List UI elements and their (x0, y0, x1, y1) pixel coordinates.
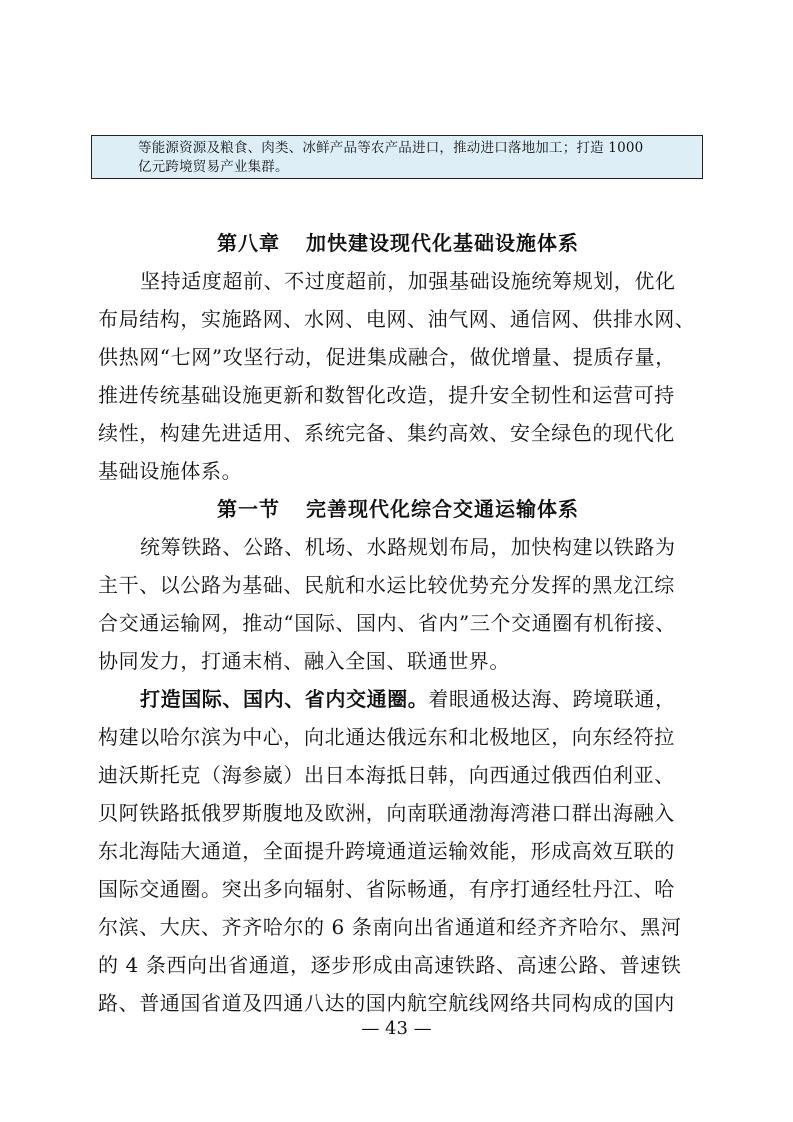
section-heading (98, 490, 698, 528)
section-number: 第一节 (217, 497, 280, 521)
paragraph-bold-lead: 打造国际、国内、省内交通圈。 (140, 687, 429, 711)
paragraph-line: 尔滨、大庆、齐齐哈尔的 6 条南向出省通道和经齐齐哈尔、黑河 (98, 915, 682, 939)
paragraph-line (98, 680, 698, 718)
chapter-heading (98, 224, 698, 262)
paragraph-line: 布局结构，实施路网、水网、电网、油气网、通信网、供排水网、 (98, 307, 696, 331)
paragraph-line: 构建以哈尔滨为中心，向北通达俄远东和北极地区，向东经符拉 (98, 725, 675, 749)
paragraph-line: 推进传统基础设施更新和数智化改造，提升安全韧性和运营可持 (98, 383, 675, 407)
document-body (98, 224, 698, 1022)
paragraph-line: 供热网“七网”攻坚行动，促进集成融合，做优增量、提质存量， (98, 345, 676, 369)
paragraph-line: 的 4 条西向出省通道，逐步形成由高速铁路、高速公路、普速铁 (98, 953, 682, 977)
highlight-box-line: 亿元跨境贸易产业集群。 (138, 159, 289, 175)
paragraph-line: 贝阿铁路抵俄罗斯腹地及欧洲，向南联通渤海湾港口群出海融入 (98, 801, 675, 825)
paragraph-text: 着眼通极达海、跨境联通， (428, 687, 676, 711)
paragraph-line: 主干、以公路为基础、民航和水运比较优势充分发挥的黑龙江综 (98, 573, 675, 597)
page-number: — 43 — (361, 1018, 432, 1039)
paragraph-line: 协同发力，打通末梢、融入全国、联通世界。 (98, 649, 510, 673)
highlight-box-line: 等能源资源及粮食、肉类、冰鲜产品等农产品进口，推动进口落地加工；打造 1000 (138, 140, 644, 156)
paragraph-line: 国际交通圈。突出多向辐射、省际畅通，有序打通经牡丹江、哈 (98, 877, 675, 901)
chapter-number: 第八章 (217, 231, 280, 255)
paragraph-line: 续性，构建先进适用、系统完备、集约高效、安全绿色的现代化 (98, 421, 675, 445)
paragraph-line: 统筹铁路、公路、机场、水路规划布局，加快构建以铁路为 (140, 535, 676, 559)
paragraph-line: 基础设施体系。 (98, 459, 243, 483)
highlight-box (91, 135, 703, 179)
chapter-title: 加快建设现代化基础设施体系 (306, 231, 579, 255)
paragraph-line: 合交通运输网，推动“国际、国内、省内”三个交通圈有机衔接、 (98, 611, 676, 635)
paragraph-line: 坚持适度超前、不过度超前，加强基础设施统筹规划，优化 (140, 269, 676, 293)
paragraph-line: 迪沃斯托克（海参崴）出日本海抵日韩，向西通过俄西伯利亚、 (98, 763, 675, 787)
paragraph-line: 东北海陆大通道，全面提升跨境通道运输效能，形成高效互联的 (98, 839, 675, 863)
section-title: 完善现代化综合交通运输体系 (306, 497, 579, 521)
paragraph-line: 路、普通国省道及四通八达的国内航空航线网络共同构成的国内 (98, 991, 675, 1015)
